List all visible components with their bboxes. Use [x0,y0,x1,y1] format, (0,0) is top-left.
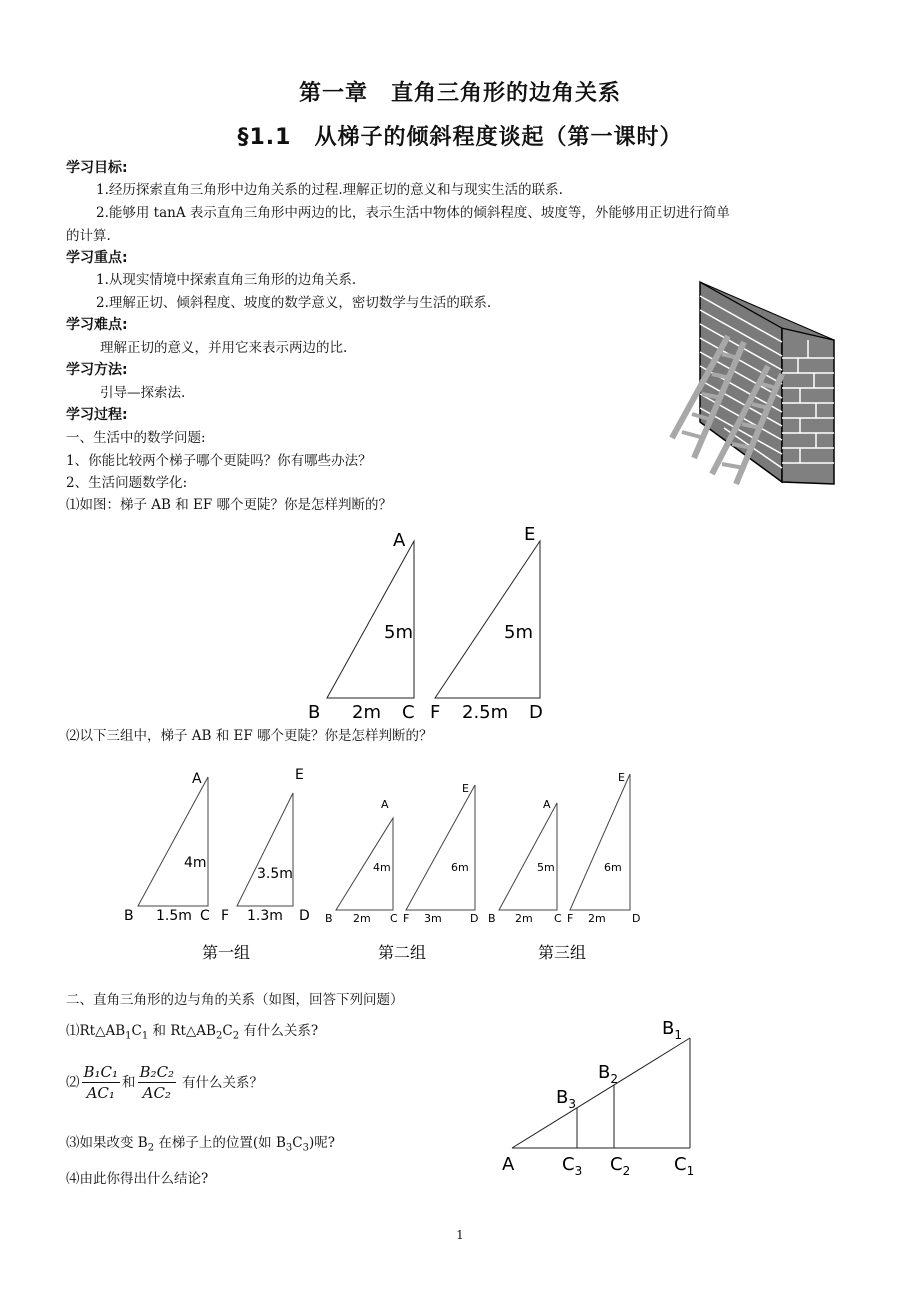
g2-label-ab-height: 4m [373,861,391,874]
part2-question-3: ⑶如果改变 $B_2$ 在梯子上的位置(如 $B_3C_3$)呢? [66,1135,335,1154]
group-1-label: 第一组 [202,943,251,962]
label-ED-height: 5m [504,622,533,643]
key-point-2: 2.理解正切、倾斜程度、坡度的数学意义，密切数学与生活的联系. [96,295,492,311]
objective-item-1: 1.经历探索直角三角形中边角关系的过程.理解正切的意义和与现实生活的联系. [96,182,563,198]
label-C2: $C_2$ [610,1154,631,1178]
g2-label-D: D [470,912,479,925]
g2-label-ab-base: 2m [353,912,371,925]
g3-label-B: B [488,912,496,925]
g2-label-B: B [325,912,333,925]
label-C: C [402,702,415,723]
g2-label-ef-height: 6m [451,861,469,874]
g1-label-B: B [124,908,134,924]
g3-label-C: C [554,912,562,925]
g1-label-ab-height: 4m [184,855,207,871]
objectives-heading: 学习目标: [66,160,128,176]
g1-label-ab-base: 1.5m [156,908,192,924]
fraction-b1c1-ac1: $\frac{\text{B₁C₁}}{\text{AC₁}}$ [83,1063,119,1102]
page-number: 1 [456,1228,464,1242]
part2-question-2: ⑵ $\frac{\text{B₁C₁}}{\text{AC₁}}$ 和 $\frac{\text{B₂C₂}}{\text{AC₂}}$ 有什么关系？ [66,1063,264,1102]
g3-label-ab-height: 5m [537,861,555,874]
g1-label-ef-height: 3.5m [257,866,293,882]
method-heading: 学习方法: [66,362,128,378]
process-heading: 学习过程: [66,407,128,423]
question-2-2: ⑵以下三组中，梯子 AB 和 EF 哪个更陡？你是怎样判断的？ [66,728,433,744]
part2-question-4: ⑷由此你得出什么结论? [66,1171,209,1187]
g2-label-C: C [390,912,398,925]
question-1: 1、你能比较两个梯子哪个更陡吗？你有哪些办法？ [66,453,372,469]
label-C1: $C_1$ [674,1154,695,1178]
g3-label-ef-height: 6m [604,861,622,874]
g3-label-F: F [567,912,574,925]
g1-label-F: F [221,908,230,924]
figure-similar-triangles [490,1010,730,1180]
label-B: B [308,702,321,723]
objective-item-2: 2.能够用 tanA 表示直角三角形中两边的比，表示生活中物体的倾斜程度、坡度等，外能够用正切进行简单 [96,205,730,221]
chapter-title: 第一章 直角三角形的边角关系 [298,81,621,106]
g3-label-D: D [632,912,641,925]
g2-label-F: F [403,912,410,925]
part1-title: 一、生活中的数学问题: [66,430,206,446]
key-points-heading: 学习重点: [66,250,128,266]
g1-label-E: E [295,767,304,783]
g1-label-D: D [299,908,310,924]
figure-three-groups [110,760,650,970]
label-AC-height: 5m [384,622,413,643]
g2-label-A: A [381,798,389,811]
part2-title: 二、直角三角形的边与角的关系（如图，回答下列问题） [66,992,404,1008]
brick-wall-ladders-illustration [664,278,842,488]
label-FD-base: 2.5m [462,702,509,723]
label-E: E [524,524,536,545]
g1-label-ef-base: 1.3m [247,908,283,924]
group-3-label: 第三组 [538,943,587,962]
method-text: 引导—探索法. [100,385,186,401]
part2-question-1: $⑴Rt\triangle AB_1C_1$ 和 $Rt\triangle AB_2C_2$ 有什么关系? [66,1023,319,1042]
label-B2: $B_2$ [598,1062,618,1086]
group-2-label: 第二组 [378,943,427,962]
g3-label-E: E [618,771,625,784]
label-BC-base: 2m [352,702,381,723]
label-B1: $B_1$ [662,1018,682,1042]
difficulties-text: 理解正切的意义，并用它来表示两边的比. [100,340,348,356]
label-B3: $B_3$ [556,1087,576,1111]
label-A: A [502,1154,515,1175]
question-2-1: ⑴如图：梯子 AB 和 EF 哪个更陡？你是怎样判断的？ [66,497,393,513]
label-C3: $C_3$ [562,1154,583,1178]
figure-ladders-ab-ef [300,520,560,725]
label-A: A [393,530,406,551]
g1-label-C: C [200,908,210,924]
g2-label-ef-base: 3m [424,912,442,925]
label-D: D [529,702,543,723]
objective-item-2-cont: 的计算. [66,228,111,244]
fraction-b2c2-ac2: $\frac{\text{B₂C₂}}{\text{AC₂}}$ [139,1063,175,1102]
key-point-1: 1.从现实情境中探索直角三角形的边角关系. [96,272,357,288]
g1-label-A: A [192,771,202,787]
label-F: F [430,702,441,723]
g2-label-E: E [462,782,469,795]
difficulties-heading: 学习难点: [66,317,128,333]
section-title: §1.1 从梯子的倾斜程度谈起（第一课时） [237,125,683,150]
g3-label-ab-base: 2m [515,912,533,925]
g3-label-A: A [543,798,551,811]
question-2: 2、生活问题数学化: [66,475,188,491]
g3-label-ef-base: 2m [588,912,606,925]
